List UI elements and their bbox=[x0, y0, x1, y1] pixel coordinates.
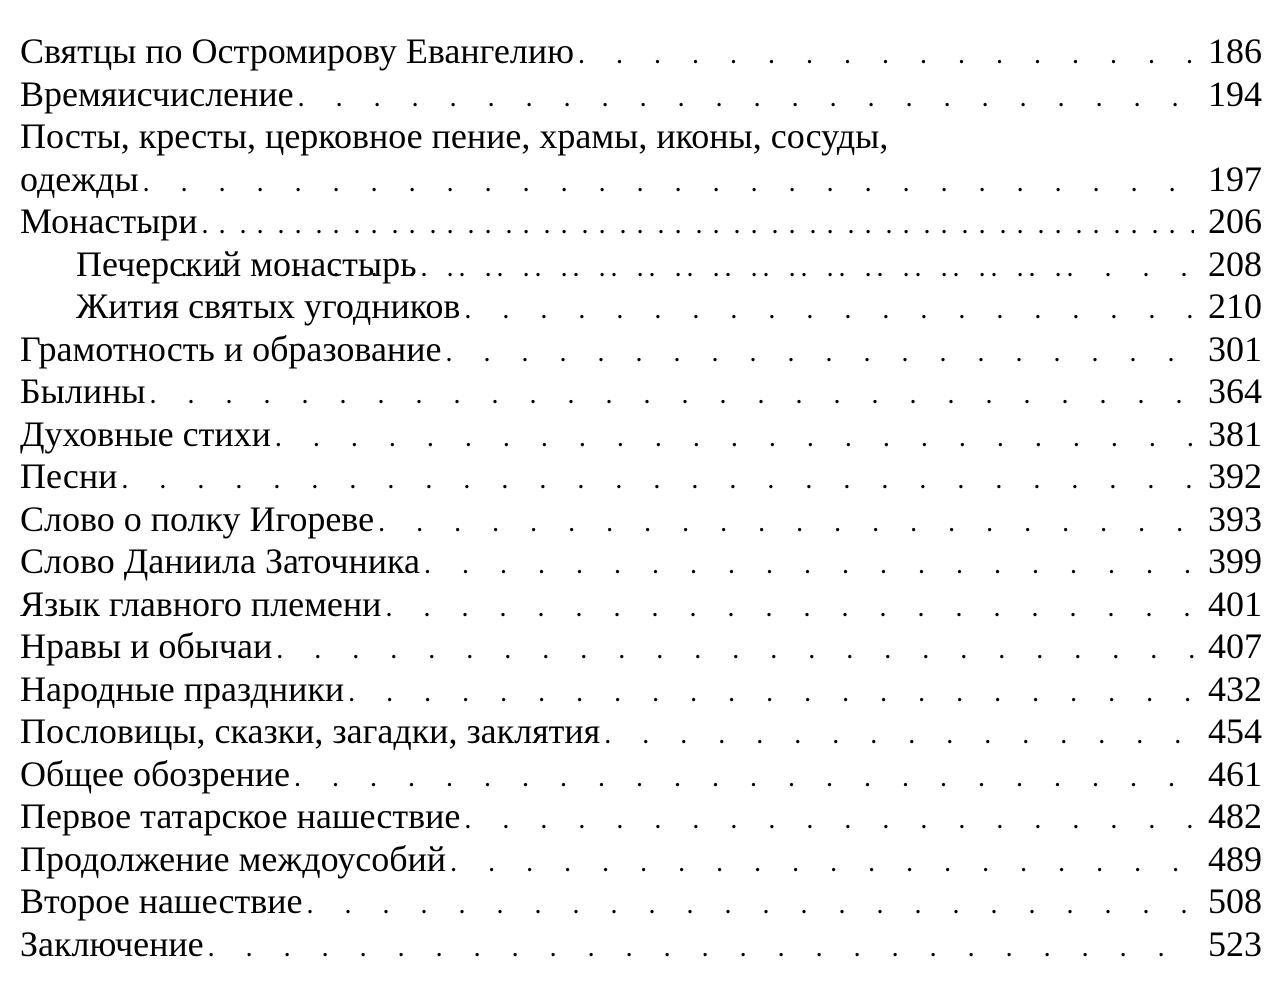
toc-entry-page: 392 bbox=[1208, 456, 1262, 496]
toc-subentry bbox=[20, 243, 1262, 286]
toc-entry-page: 381 bbox=[1208, 413, 1262, 454]
table-of-contents bbox=[20, 30, 1262, 965]
toc-entry-title: Слово Даниила Заточника bbox=[20, 541, 420, 581]
dot-leader bbox=[464, 289, 1194, 332]
toc-entry bbox=[20, 710, 1262, 753]
dot-leader bbox=[424, 544, 1194, 587]
toc-entry bbox=[20, 668, 1262, 711]
toc-entry-page: 399 bbox=[1208, 541, 1262, 581]
toc-entry-page: 523 bbox=[1208, 923, 1262, 964]
dot-leader bbox=[276, 629, 1194, 672]
toc-entry-page: 454 bbox=[1208, 711, 1262, 751]
dot-leader bbox=[578, 34, 1194, 77]
toc-entry bbox=[20, 838, 1262, 881]
toc-entry-title: Песни bbox=[20, 456, 118, 496]
toc-entry-page: 432 bbox=[1208, 668, 1262, 709]
toc-entry-title: Монастыри bbox=[20, 201, 198, 241]
toc-entry-title: Духовные стихи bbox=[20, 413, 271, 454]
toc-entry-title: Язык главного племени bbox=[20, 583, 382, 624]
dot-leader bbox=[378, 502, 1194, 545]
dot-leader bbox=[421, 247, 1194, 290]
toc-entry-title: Первое татарское нашествие bbox=[20, 796, 461, 836]
dot-leader bbox=[150, 374, 1194, 417]
toc-entry-page: 482 bbox=[1208, 796, 1262, 836]
toc-entry bbox=[20, 923, 1262, 966]
toc-entry-page: 301 bbox=[1208, 328, 1262, 369]
dot-leader bbox=[464, 799, 1194, 842]
toc-entry bbox=[20, 328, 1262, 371]
dot-leader bbox=[604, 714, 1194, 757]
toc-entry bbox=[20, 540, 1262, 583]
toc-entry-page: 461 bbox=[1208, 753, 1262, 794]
toc-entry-title: Нравы и обычаи bbox=[20, 626, 273, 666]
toc-entry-title: Заключение bbox=[20, 923, 204, 964]
toc-entry-title: Жития святых угодников bbox=[76, 286, 461, 326]
dot-leader bbox=[450, 842, 1194, 885]
dot-leader bbox=[306, 884, 1194, 927]
toc-entry-title: Святцы по Остромирову Евангелию bbox=[20, 31, 574, 71]
toc-entry bbox=[20, 455, 1262, 498]
toc-entry-page: 206 bbox=[1208, 201, 1262, 241]
toc-entry-page: 210 bbox=[1208, 286, 1262, 326]
toc-entry-title: Печерский монастырь bbox=[76, 243, 417, 284]
dot-leader bbox=[298, 77, 1194, 120]
toc-entry bbox=[20, 115, 1262, 200]
dot-leader bbox=[385, 587, 1194, 630]
toc-entry-page: 401 bbox=[1208, 583, 1262, 624]
toc-entry-title: Продолжение междоусобий bbox=[20, 838, 447, 879]
toc-entry-title: Второе нашествие bbox=[20, 881, 303, 921]
toc-entry-page: 197 bbox=[1208, 158, 1262, 199]
toc-entry-page: 208 bbox=[1208, 243, 1262, 284]
dot-leader bbox=[294, 757, 1194, 800]
toc-entry bbox=[20, 880, 1262, 923]
toc-entry-title: Народные праздники bbox=[20, 668, 345, 709]
toc-entry-title: Грамотность и образование bbox=[20, 328, 442, 369]
toc-entry-title: Былины bbox=[20, 371, 146, 411]
toc-entry-title: Общее обозрение bbox=[20, 753, 291, 794]
toc-entry-title: Пословицы, сказки, загадки, заклятия bbox=[20, 711, 601, 751]
toc-entry-page: 194 bbox=[1208, 73, 1262, 114]
toc-entry-page: 393 bbox=[1208, 498, 1262, 539]
dot-leader bbox=[121, 459, 1194, 502]
toc-entry-title-line1: Посты, кресты, церковное пение, храмы, иконы, сосуды, bbox=[20, 116, 889, 156]
toc-entry bbox=[20, 753, 1262, 796]
toc-entry bbox=[20, 370, 1262, 413]
toc-entry bbox=[20, 200, 1262, 243]
toc-entry-page: 186 bbox=[1208, 31, 1262, 71]
dot-leader bbox=[208, 927, 1194, 970]
dot-leader bbox=[202, 204, 1194, 247]
toc-entry bbox=[20, 498, 1262, 541]
toc-entry-page: 364 bbox=[1208, 371, 1262, 411]
toc-entry-title: Слово о полку Игореве bbox=[20, 498, 375, 539]
dot-leader bbox=[445, 332, 1194, 375]
toc-entry-page: 407 bbox=[1208, 626, 1262, 666]
toc-entry-title-line2: одежды bbox=[20, 158, 139, 199]
dot-leader bbox=[348, 672, 1194, 715]
toc-entry bbox=[20, 625, 1262, 668]
toc-entry bbox=[20, 795, 1262, 838]
toc-entry bbox=[20, 30, 1262, 73]
toc-entry-page: 489 bbox=[1208, 838, 1262, 879]
toc-subentry bbox=[20, 285, 1262, 328]
dot-leader bbox=[275, 417, 1194, 460]
toc-entry-title: Времяисчисление bbox=[20, 73, 294, 114]
toc-entry bbox=[20, 413, 1262, 456]
toc-entry bbox=[20, 583, 1262, 626]
toc-entry bbox=[20, 73, 1262, 116]
toc-entry-page: 508 bbox=[1208, 881, 1262, 921]
